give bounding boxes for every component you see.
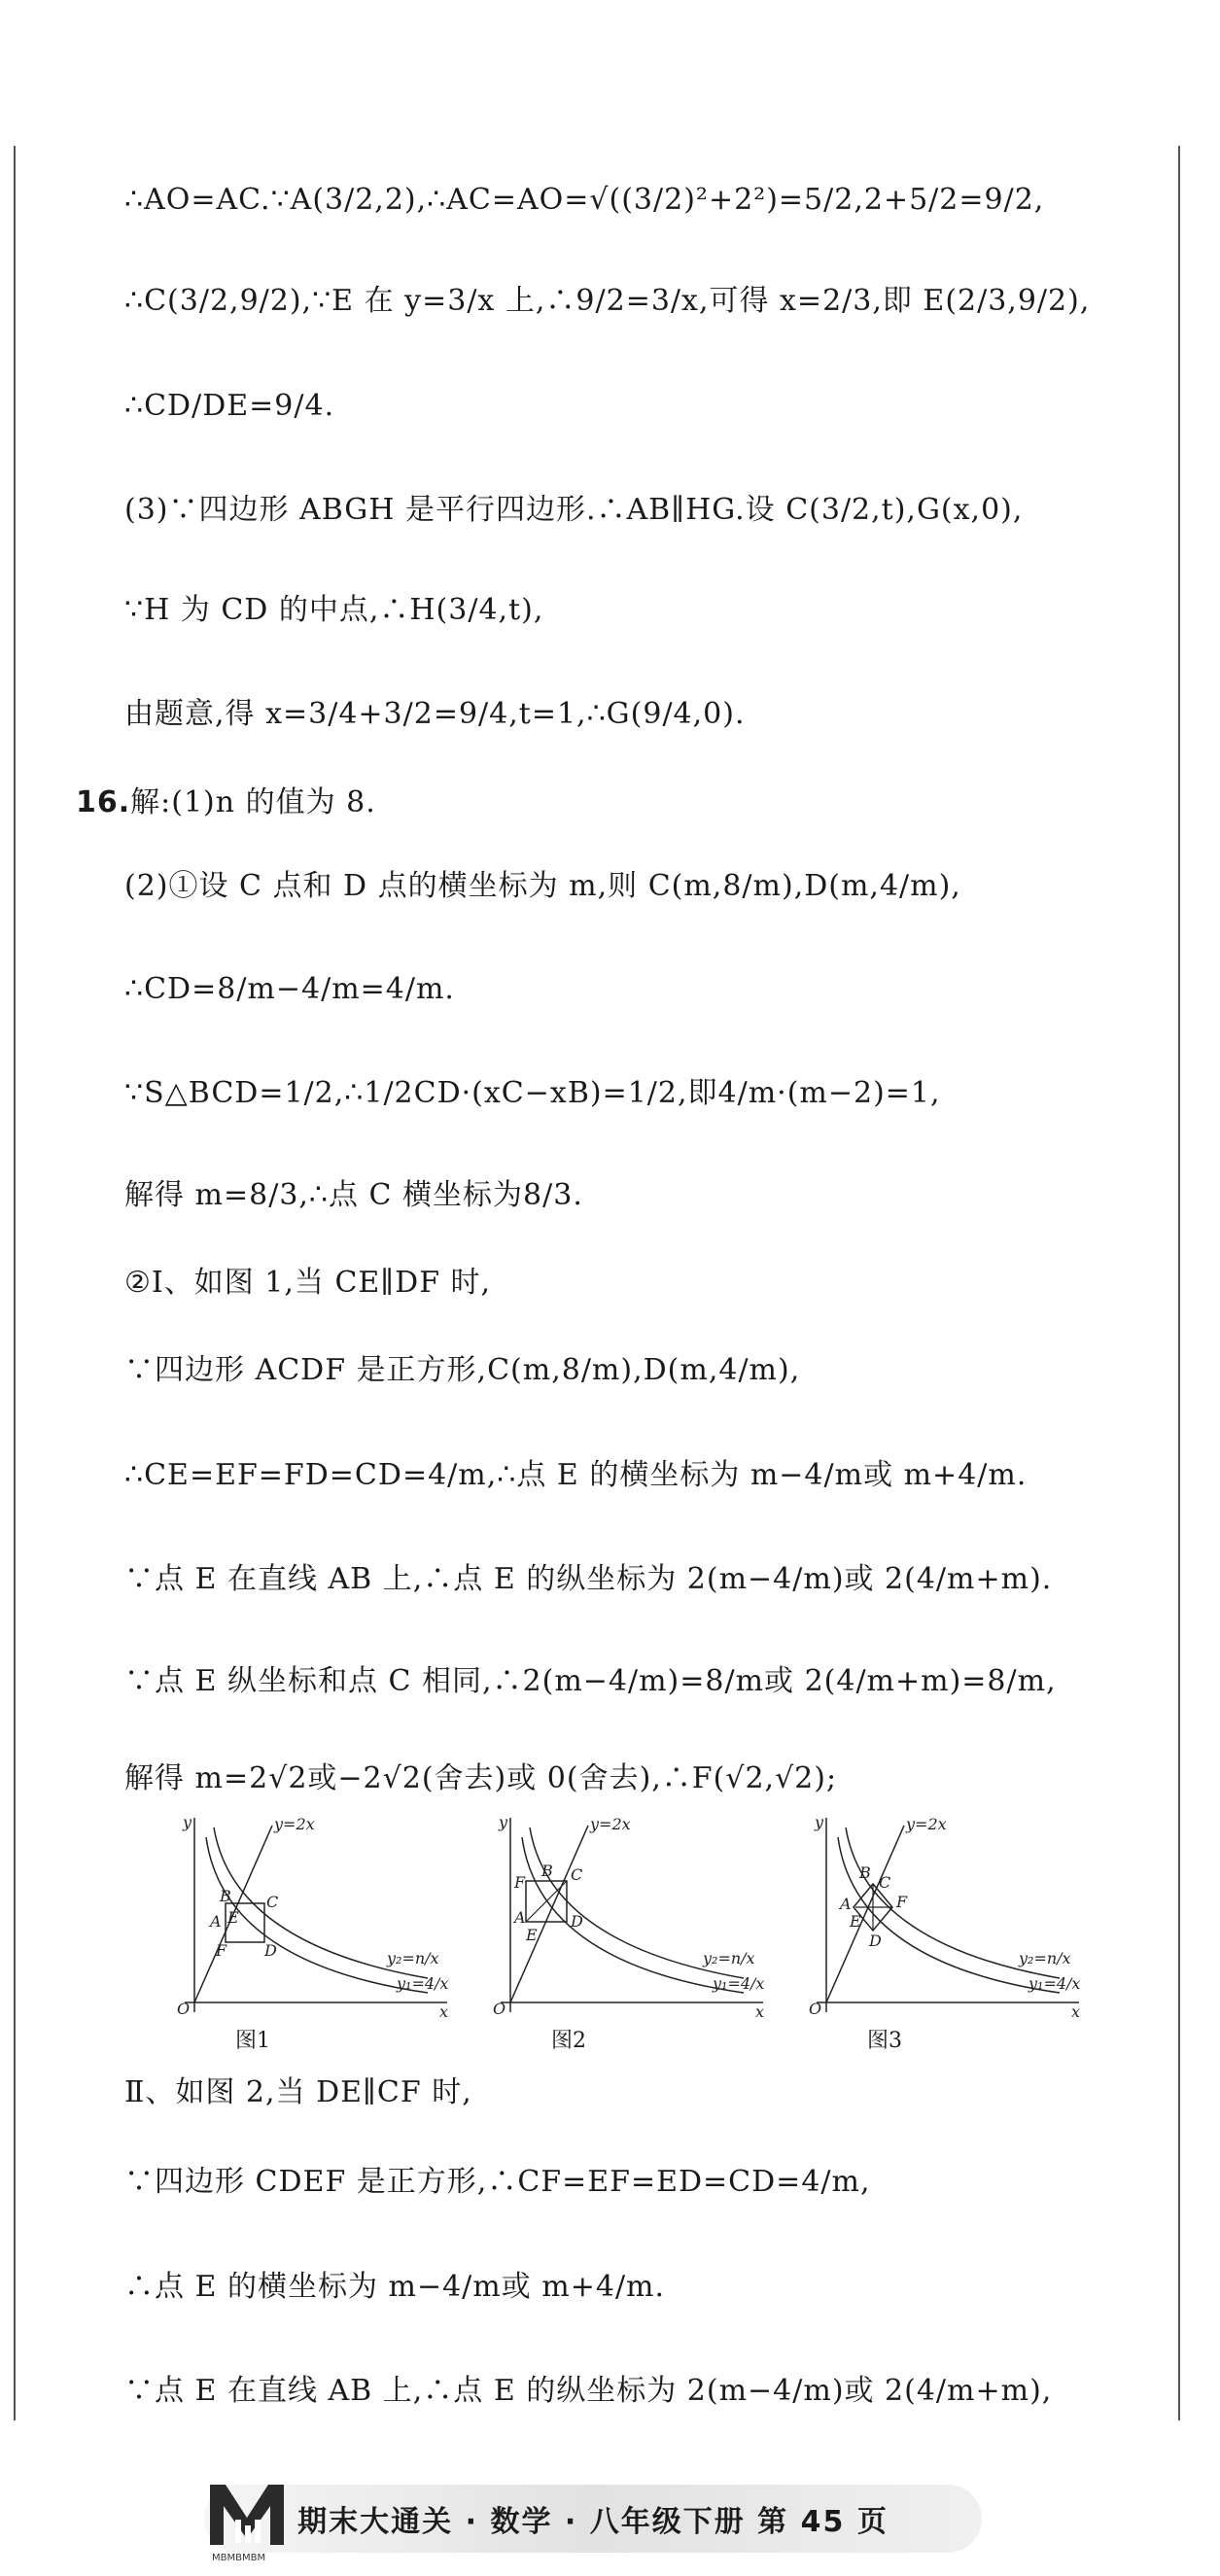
y2-label: y₂=n/x — [387, 1949, 439, 1967]
y2-label: y₂=n/x — [1019, 1949, 1071, 1967]
y-axis-label: y — [815, 1813, 824, 1831]
figure-caption: 图3 — [867, 2029, 902, 2053]
x-axis-label: x — [755, 2002, 765, 2021]
point-label: A — [514, 1908, 526, 1927]
text-line: ②Ⅰ、如图 1,当 CE∥DF 时, — [124, 1266, 492, 1300]
text-line: 解得 m=8/3,∴点 C 横坐标为8/3. — [124, 1178, 583, 1212]
text-line: (3)∵四边形 ABGH 是平行四边形.∴AB∥HG.设 C(3/2,t),G(x,0), — [124, 493, 1024, 527]
point-label: C — [571, 1865, 583, 1884]
point-label: A — [210, 1912, 222, 1931]
point-label: C — [266, 1893, 279, 1911]
point-label: B — [220, 1887, 231, 1905]
right-margin-rule — [1178, 146, 1180, 2420]
text-line: ∴CE=EF=FD=CD=4/m,∴点 E 的横坐标为 m−4/m或 m+4/m. — [124, 1458, 1028, 1492]
origin-label: O — [809, 2000, 822, 2018]
origin-label: O — [177, 2000, 191, 2018]
text-line: 由题意,得 x=3/4+3/2=9/4,t=1,∴G(9/4,0). — [124, 697, 746, 731]
point-label: B — [541, 1862, 553, 1880]
y1-label: y₁=4/x — [1028, 1974, 1081, 1993]
point-label: D — [869, 1932, 882, 1950]
point-label: D — [264, 1941, 277, 1960]
text-line: 解:(1)n 的值为 8. — [130, 785, 376, 819]
x-axis-label: x — [1071, 2002, 1081, 2021]
figures-row — [156, 1808, 1089, 2061]
book-logo-icon — [206, 2477, 288, 2551]
text-line: ∴CD/DE=9/4. — [124, 389, 335, 423]
text-line: ∴CD=8/m−4/m=4/m. — [124, 972, 455, 1006]
y-axis-label: y — [499, 1813, 508, 1831]
point-label: D — [571, 1912, 583, 1931]
footer-text: 期末大通关 · 数学 · 八年级下册 第 45 页 — [297, 2505, 889, 2539]
line-label: y=2x — [906, 1815, 947, 1833]
page-footer — [204, 2485, 982, 2553]
text-line: ∴AO=AC.∵A(3/2,2),∴AC=AO=√((3/2)²+2²)=5/2,2+5/2=9/2, — [124, 183, 1045, 217]
problem-number: 16. — [76, 785, 131, 819]
line-label: y=2x — [590, 1815, 631, 1833]
text-line: ∵S△BCD=1/2,∴1/2CD·(xC−xB)=1/2,即4/m·(m−2)=1, — [124, 1076, 941, 1110]
y2-label: y₂=n/x — [703, 1949, 755, 1967]
point-label: E — [227, 1908, 239, 1927]
figure-2-graph — [471, 1808, 773, 2022]
figure-1 — [156, 1808, 457, 2051]
text-line: ∵点 E 纵坐标和点 C 相同,∴2(m−4/m)=8/m或 2(4/m+m)=8/m, — [124, 1664, 1057, 1698]
figure-caption: 图1 — [235, 2029, 270, 2053]
left-margin-rule — [14, 146, 16, 2420]
text-line: ∴点 E 的横坐标为 m−4/m或 m+4/m. — [124, 2270, 666, 2304]
figure-2 — [471, 1808, 773, 2051]
point-label: A — [840, 1895, 852, 1913]
y1-label: y₁=4/x — [397, 1974, 449, 1993]
text-line: ∵四边形 CDEF 是正方形,∴CF=EF=ED=CD=4/m, — [124, 2165, 871, 2199]
point-label: F — [896, 1893, 908, 1911]
problem-16-line — [76, 783, 376, 822]
figure-caption: 图2 — [551, 2029, 586, 2053]
text-line: ∴C(3/2,9/2),∵E 在 y=3/x 上,∴9/2=3/x,可得 x=2/3,即 E(2/3,9/2), — [124, 284, 1091, 318]
y1-label: y₁=4/x — [713, 1974, 765, 1993]
logo-text: MBMBMBM — [212, 2553, 266, 2563]
text-line: ∵点 E 在直线 AB 上,∴点 E 的纵坐标为 2(m−4/m)或 2(4/m+m), — [124, 2374, 1053, 2408]
x-axis-label: x — [439, 2002, 449, 2021]
point-label: F — [216, 1941, 227, 1960]
text-line: ∵点 E 在直线 AB 上,∴点 E 的纵坐标为 2(m−4/m)或 2(4/m+m). — [124, 1562, 1053, 1596]
point-label: F — [514, 1873, 526, 1892]
figure-3-graph — [787, 1808, 1089, 2022]
text-line: (2)①设 C 点和 D 点的横坐标为 m,则 C(m,8/m),D(m,4/m), — [124, 869, 961, 903]
text-line: ∵H 为 CD 的中点,∴H(3/4,t), — [124, 593, 544, 627]
figure-3 — [787, 1808, 1089, 2051]
text-line: Ⅱ、如图 2,当 DE∥CF 时, — [124, 2075, 472, 2109]
point-label: C — [879, 1873, 891, 1892]
figure-1-graph — [156, 1808, 457, 2022]
y-axis-label: y — [183, 1813, 192, 1831]
point-label: E — [850, 1912, 861, 1931]
point-label: B — [859, 1863, 871, 1882]
line-label: y=2x — [274, 1815, 315, 1833]
text-line: 解得 m=2√2或−2√2(舍去)或 0(舍去),∴F(√2,√2); — [124, 1761, 838, 1795]
point-label: E — [526, 1926, 538, 1944]
origin-label: O — [493, 2000, 506, 2018]
text-line: ∵四边形 ACDF 是正方形,C(m,8/m),D(m,4/m), — [124, 1353, 801, 1387]
